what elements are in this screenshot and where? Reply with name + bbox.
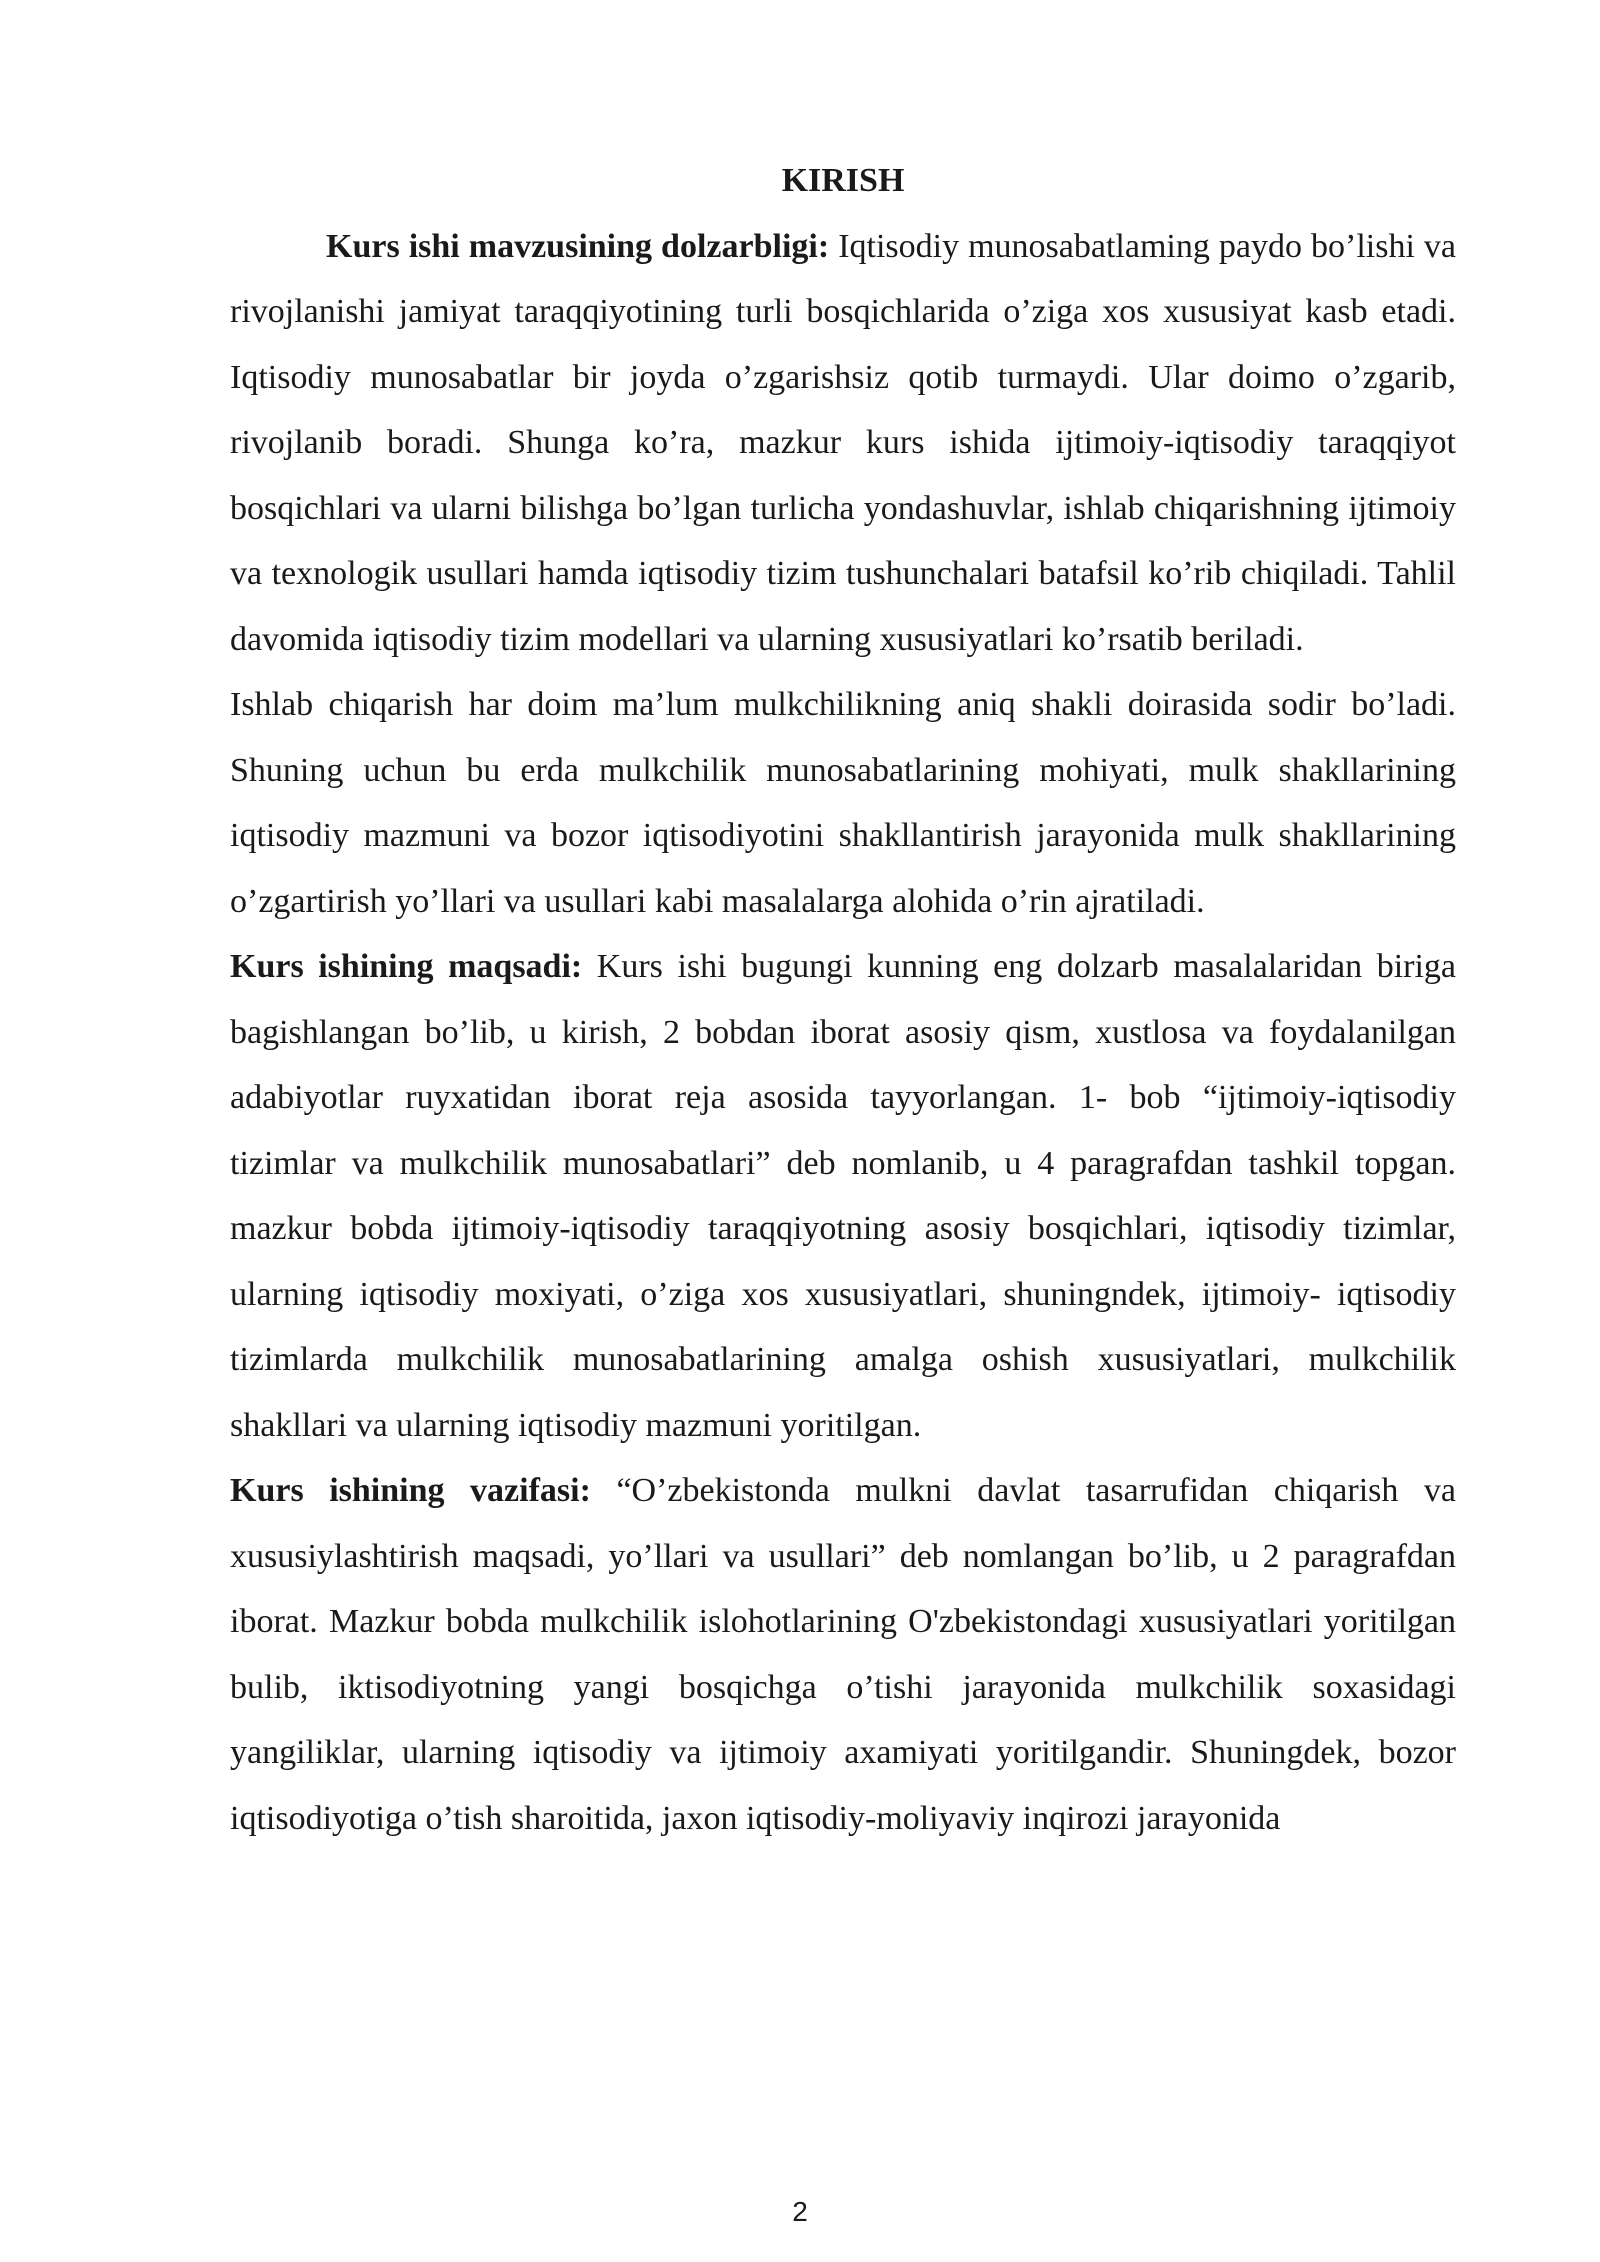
- relevance-label: Kurs ishi mavzusining dolzarbligi:: [326, 227, 830, 265]
- production-text: Ishlab chiqarish har doim ma’lum mulkchilikning aniq shakli doirasida sodir bo’ladi. Shuning uchun bu erda mulkchilik munosabatlarining mohiyati, mulk shakllarining iqtisodiy mazmuni va bozor iqtisodiyotini shakllantirish jarayonida mulk shakllarining o’zgartirish yo’llari va usullari kabi masalalarga alohida o’rin ajratiladi.: [230, 686, 1456, 920]
- goal-text: Kurs ishi bugungi kunning eng dolzarb masalalaridan biriga bagishlangan bo’lib, u kirish, 2 bobdan iborat asosiy qism, xustlosa va foydalanilgan adabiyotlar ruyxatidan iborat reja asosida tayyorlangan. 1- bob “ijtimoiy-iqtisodiy tizimlar va mulkchilik munosabatlari” deb nomlanib, u 4 paragrafdan tashkil topgan. mazkur bobda ijtimoiy-iqtisodiy taraqqiyotning asosiy bosqichlari, iqtisodiy tizimlar, ularning iqtisodiy moxiyati, o’ziga xos xususiyatlari, shuningndek, ijtimoiy- iqtisodiy tizimlarda mulkchilik munosabatlarining amalga oshish xususiyatlari, mulkchilik shakllari va ularning iqtisodiy mazmuni yoritilgan.: [230, 948, 1457, 1444]
- page-title: KIRISH: [781, 162, 905, 199]
- paragraph-goal: [230, 934, 1456, 1458]
- paragraph-task: [230, 1458, 1456, 1851]
- paragraph-production: [230, 672, 1456, 934]
- task-label: Kurs ishining vazifasi:: [230, 1472, 591, 1509]
- page-body: [230, 148, 1456, 1851]
- relevance-text: Iqtisodiy munosabatlaming paydo bo’lishi va rivojlanishi jamiyat taraqqiyotining turli bosqichlarida o’ziga xos xususiyat kasb etadi. Iqtisodiy munosabatlar bir joyda o’zgarishsiz qotib turmaydi. Ular doimo o’zgarib, rivojlanib boradi. Shunga ko’ra, mazkur kurs ishida ijtimoiy-iqtisodiy taraqqiyot bosqichlari va ularni bilishga bo’lgan turlicha yondashuvlar, ishlab chiqarishning ijtimoiy va texnologik usullari hamda iqtisodiy tizim tushunchalari batafsil ko’rib chiqiladi. Tahlil davomida iqtisodiy tizim modellari va ularning xususiyatlari ko’rsatib beriladi.: [230, 227, 1457, 658]
- page-number: 2: [792, 2196, 808, 2227]
- goal-label: Kurs ishining maqsadi:: [230, 948, 583, 985]
- paragraph-relevance: [230, 214, 1456, 673]
- task-text: “O’zbekistonda mulkni davlat tasarrufidan chiqarish va xususiylashtirish maqsadi, yo’llari va usullari” deb nomlangan bo’lib, u 2 paragrafdan iborat. Mazkur bobda mulkchilik islohotlarining O'zbekistondagi xususiyatlari yoritilgan bulib, iktisodiyotning yangi bosqichga o’tishi jarayonida mulkchilik soxasidagi yangiliklar, ularning iqtisodiy va ijtimoiy axamiyati yoritilgandir. Shuningdek, bozor iqtisodiyotiga o’tish sharoitida, jaxon iqtisodiy-moliyaviy inqirozi jarayonida: [230, 1472, 1457, 1837]
